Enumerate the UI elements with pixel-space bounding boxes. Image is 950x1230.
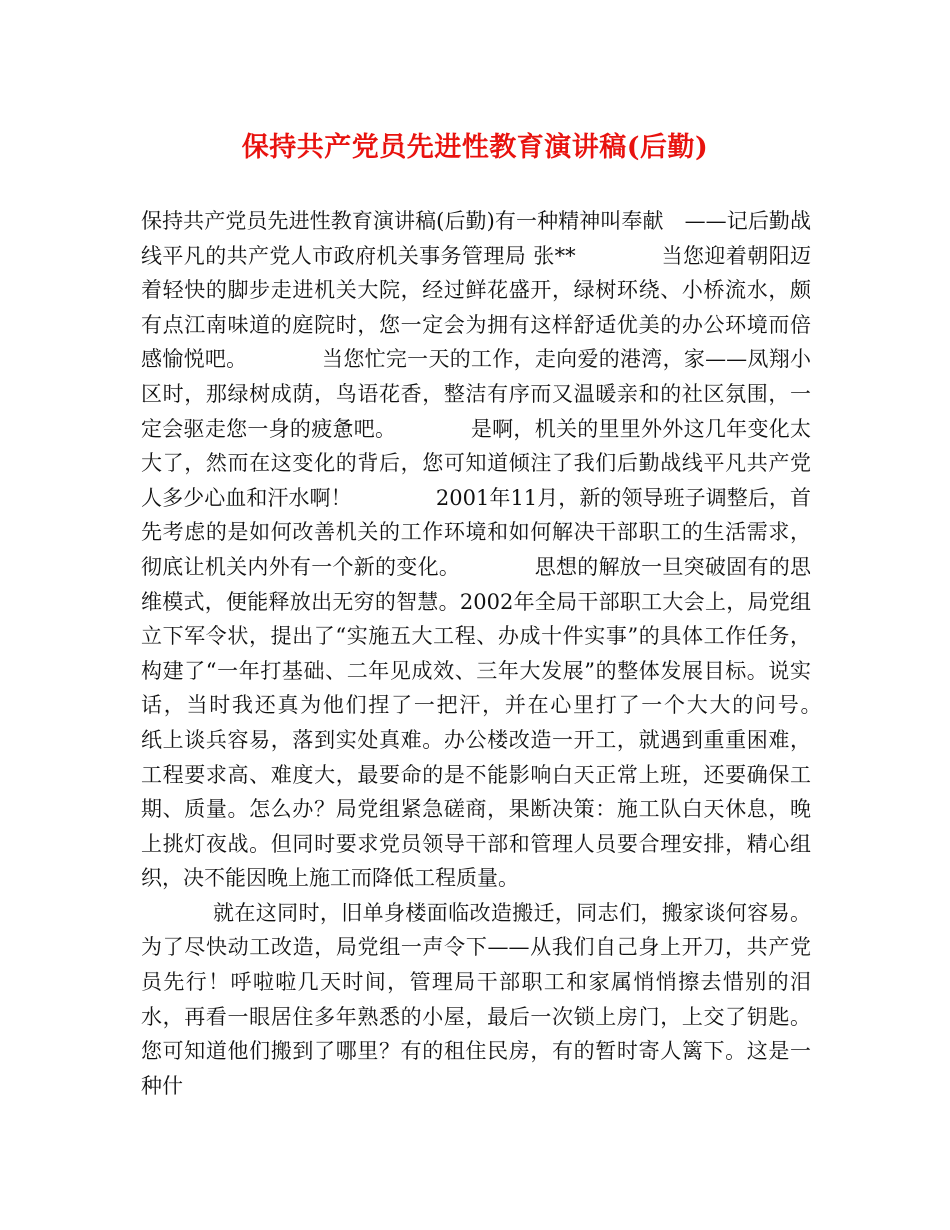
document-title: 保持共产党员先进性教育演讲稿(后勤) xyxy=(241,132,709,163)
document-body xyxy=(141,204,895,1103)
body-paragraph-2: 就在这同时，旧单身楼面临改造搬迁，同志们，搬家谈何容易。为了尽快动工改造，局党组一声令下——从我们自己身上开刀，共产党员先行！呼啦啦几天时间，管理局干部职工和家属悄悄擦去惜别的泪水，再看一眼居住多年熟悉的小屋，最后一次锁上房门，上交了钥匙。您可知道他们搬到了哪里？有的租住民房，有的暂时寄人篱下。这是一种什 xyxy=(141,900,811,1098)
body-paragraph-1: 保持共产党员先进性教育演讲稿(后勤)有一种精神叫奉献 ——记后勤战线平凡的共产党人市政府机关事务管理局 张** 当您迎着朝阳迈着轻快的脚步走进机关大院，经过鲜花盛开，绿树环绕、小桥流水，颇有点江南味道的庭院时，您一定会为拥有这样舒适优美的办公环境而倍感愉悦吧。 当您忙完一天的工作，走向爱的港湾，家——凤翔小区时，那绿树成荫，鸟语花香，整洁有序而又温暖亲和的社区氛围，一定会驱走您一身的疲惫吧。 是啊，机关的里里外外这几年变化太大了，然而在这变化的背后，您可知道倾注了我们后勤战线平凡共产党人多少心血和汗水啊！ 2001年11月，新的领导班子调整后，首先考虑的是如何改善机关的工作环境和如何解决干部职工的生活需求，彻底让机关内外有一个新的变化。 思想的解放一旦突破固有的思维模式，便能释放出无穷的智慧。2002年全局干部职工大会上，局党组立下军令状，提出了“实施五大工程、办成十件实事”的具体工作任务，构建了“一年打基础、二年见成效、三年大发展”的整体发展目标。说实话，当时我还真为他们捏了一把汗，并在心里打了一个大大的问号。 纸上谈兵容易，落到实处真难。办公楼改造一开工，就遇到重重困难，工程要求高、难度大，最要命的是不能影响白天正常上班，还要确保工期、质量。怎么办？局党组紧急磋商，果断决策：施工队白天休息，晚上挑灯夜战。但同时要求党员领导干部和管理人员要合理安排，精心组织，决不能因晚上施工而降低工程质量。 xyxy=(141,209,895,891)
